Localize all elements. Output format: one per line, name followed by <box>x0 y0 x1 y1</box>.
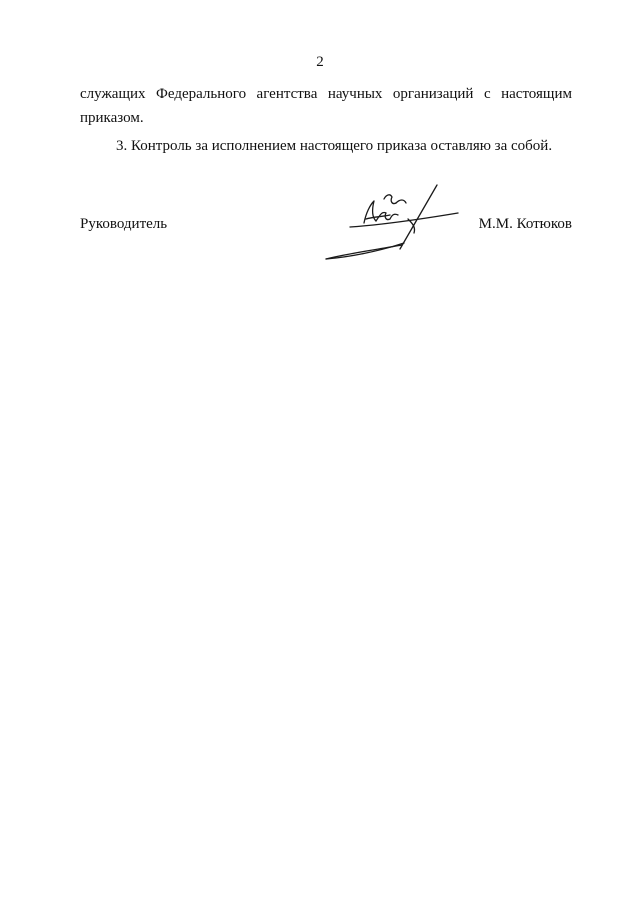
page-number: 2 <box>316 54 324 70</box>
paragraph-item-3: 3. Контроль за исполнением настоящего приказа оставляю за собой. <box>116 138 553 154</box>
signatory-name: М.М. Котюков <box>478 216 572 232</box>
handwritten-signature <box>320 183 460 263</box>
paragraph-continuation <box>80 82 572 130</box>
paragraph-line: служащих Федерального агентства научных организаций с настоящим <box>80 86 572 102</box>
paragraph-line: приказом. <box>80 110 144 126</box>
signatory-title: Руководитель <box>80 216 168 232</box>
